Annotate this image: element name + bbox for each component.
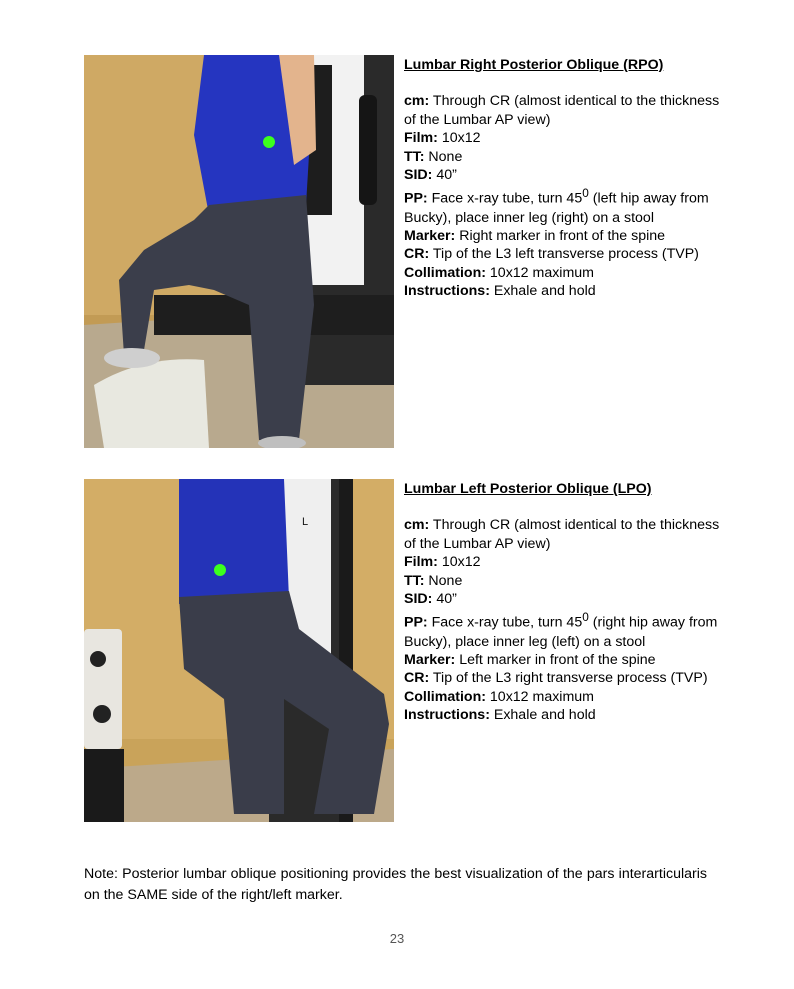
lpo-position-photo [84, 479, 394, 822]
lpo-marker-letter: L [302, 516, 309, 528]
rpo-tt: TT: None [404, 148, 463, 165]
lpo-film: Film: 10x12 [404, 554, 481, 571]
page-number: 23 [389, 931, 405, 946]
positioning-note: Note: Posterior lumbar oblique positioning provides the best visualization of the pars interarticularis on the SAME side of the right/left marker. [84, 866, 707, 903]
lpo-tt: TT: None [404, 572, 463, 589]
rpo-position-photo [84, 55, 394, 448]
rpo-cr: CR: Tip of the L3 left transverse process (TVP) [404, 246, 699, 263]
rpo-pp: PP: Face x-ray tube, turn $45^0$ (left hip away from Bucky), place inner leg (right) on a stool [404, 186, 709, 226]
rpo-title: Lumbar Right Posterior Oblique (RPO) [404, 57, 664, 73]
rpo-film: Film: 10x12 [404, 130, 481, 147]
rpo-instructions: Instructions: Exhale and hold [404, 283, 596, 300]
lpo-specification [404, 480, 724, 725]
lpo-collimation: Collimation: 10x12 maximum [404, 688, 594, 705]
rpo-collimation: Collimation: 10x12 maximum [404, 264, 594, 281]
lpo-marker: Marker: Left marker in front of the spine [404, 651, 656, 668]
lpo-cr: CR: Tip of the L3 right transverse process (TVP) [404, 670, 708, 687]
lpo-pp: PP: Face x-ray tube, turn $45^0$ (right hip away from Bucky), place inner leg (left) on a stool [404, 610, 718, 650]
rpo-cm: cm: Through CR (almost identical to the thickness of the Lumbar AP view) [404, 93, 720, 128]
lpo-sid: SID: 40” [404, 591, 457, 608]
rpo-specification [404, 56, 724, 301]
lpo-instructions: Instructions: Exhale and hold [404, 707, 596, 724]
rpo-marker: Marker: Right marker in front of the spine [404, 227, 666, 244]
lpo-cm: cm: Through CR (almost identical to the thickness of the Lumbar AP view) [404, 517, 720, 552]
lpo-title: Lumbar Left Posterior Oblique (LPO) [404, 481, 652, 497]
rpo-sid: SID: 40” [404, 167, 457, 184]
